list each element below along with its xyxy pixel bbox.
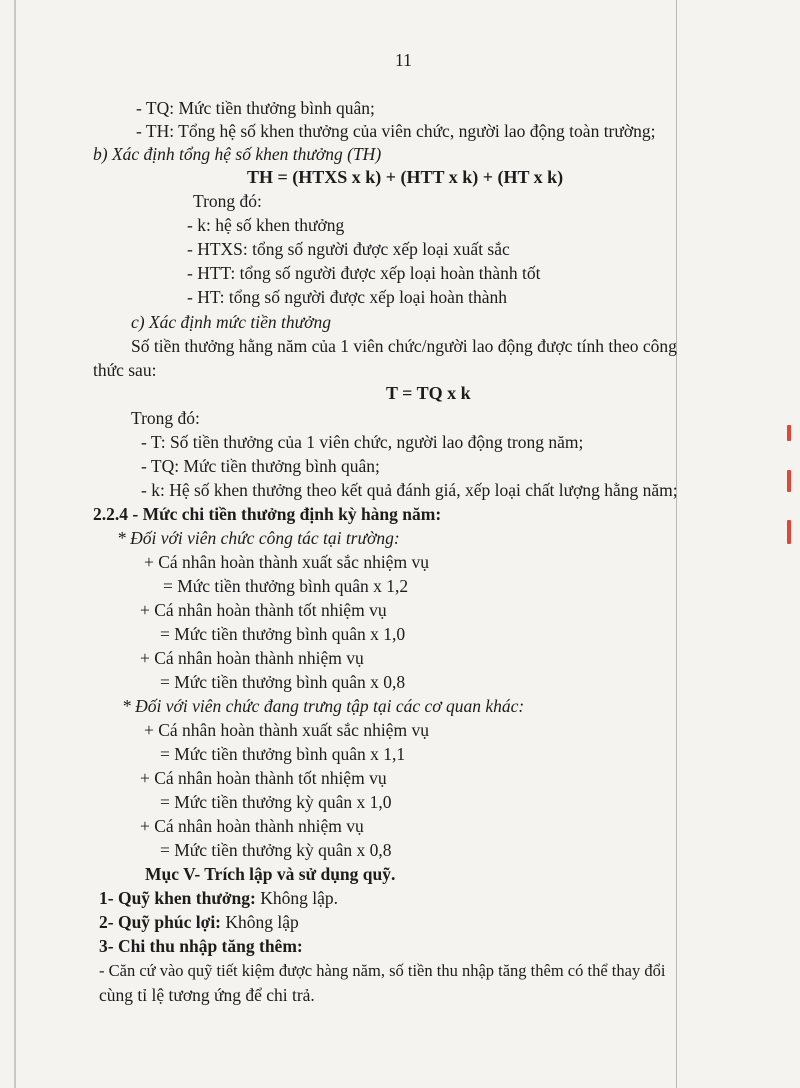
subsection-heading: * Đối với viên chức công tác tại trường: (117, 528, 400, 548)
subsection-heading: * Đối với viên chức đang trưng tập tại các cơ quan khác: (122, 696, 525, 716)
text-line: = Mức tiền thưởng bình quân x 0,8 (160, 672, 406, 692)
text-line: cùng tỉ lệ tương ứng để chi trả. (99, 985, 315, 1005)
text-line: - k: hệ số khen thưởng (187, 215, 345, 235)
page-number: 11 (395, 50, 412, 70)
item-label: 1- Quỹ khen thưởng: (99, 888, 256, 908)
text-line: = Mức tiền thưởng bình quân x 1,0 (160, 624, 406, 644)
text-line: - Căn cứ vào quỹ tiết kiệm được hàng năm, số tiền thu nhập tăng thêm có thể thay đổi (99, 961, 666, 980)
text-line: - T: Số tiền thưởng của 1 viên chức, người lao động trong năm; (141, 432, 584, 452)
text-line: + Cá nhân hoàn thành nhiệm vụ (140, 648, 364, 668)
text-line: = Mức tiền thưởng kỳ quân x 1,0 (160, 792, 392, 812)
item-value: Không lập (221, 912, 299, 932)
text-line: - TQ: Mức tiền thưởng bình quân; (136, 98, 375, 118)
text-line: - TQ: Mức tiền thưởng bình quân; (141, 456, 380, 476)
text-line: Trong đó: (193, 191, 262, 211)
text-line: thức sau: (93, 360, 157, 380)
text-line: + Cá nhân hoàn thành xuất sắc nhiệm vụ (144, 720, 429, 740)
section-heading: 2.2.4 - Mức chi tiền thưởng định kỳ hàng năm: (93, 504, 442, 524)
subsection-heading: b) Xác định tổng hệ số khen thưởng (TH) (93, 144, 382, 164)
text-line (99, 911, 299, 933)
text-line: = Mức tiền thưởng bình quân x 1,1 (160, 744, 406, 764)
text-line: - TH: Tổng hệ số khen thưởng của viên chức, người lao động toàn trường; (136, 121, 656, 141)
section-heading: Mục V- Trích lập và sử dụng quỹ. (145, 864, 396, 884)
page-edge (14, 0, 16, 1088)
text-line: - HTXS: tổng số người được xếp loại xuất sắc (187, 239, 510, 259)
text-line: + Cá nhân hoàn thành xuất sắc nhiệm vụ (144, 552, 429, 572)
formula: T = TQ x k (386, 383, 471, 403)
text-line: + Cá nhân hoàn thành nhiệm vụ (140, 816, 364, 836)
text-line (99, 887, 338, 909)
item-heading: 3- Chi thu nhập tăng thêm: (99, 936, 303, 956)
text-line: = Mức tiền thưởng kỳ quân x 0,8 (160, 840, 392, 860)
text-line: = Mức tiền thưởng bình quân x 1,2 (163, 576, 409, 596)
text-line: - HT: tổng số người được xếp loại hoàn thành (187, 287, 507, 307)
page-fold-line (676, 0, 677, 1088)
text-line: - k: Hệ số khen thưởng theo kết quả đánh giá, xếp loại chất lượng hằng năm; (141, 480, 678, 500)
text-line: Trong đó: (131, 408, 200, 428)
text-line: - HTT: tổng số người được xếp loại hoàn thành tốt (187, 263, 541, 283)
edge-stamp-mark (787, 520, 791, 544)
text-line: + Cá nhân hoàn thành tốt nhiệm vụ (140, 768, 387, 788)
formula: TH = (HTXS x k) + (HTT x k) + (HT x k) (247, 167, 564, 187)
item-value: Không lập. (255, 888, 338, 908)
edge-stamp-mark (787, 425, 791, 441)
subsection-heading: c) Xác định mức tiền thưởng (131, 312, 331, 332)
item-label: 2- Quỹ phúc lợi: (99, 912, 222, 932)
text-line: + Cá nhân hoàn thành tốt nhiệm vụ (140, 600, 387, 620)
edge-stamp-mark (787, 470, 791, 492)
text-line: Số tiền thưởng hằng năm của 1 viên chức/người lao động được tính theo công (131, 336, 677, 356)
